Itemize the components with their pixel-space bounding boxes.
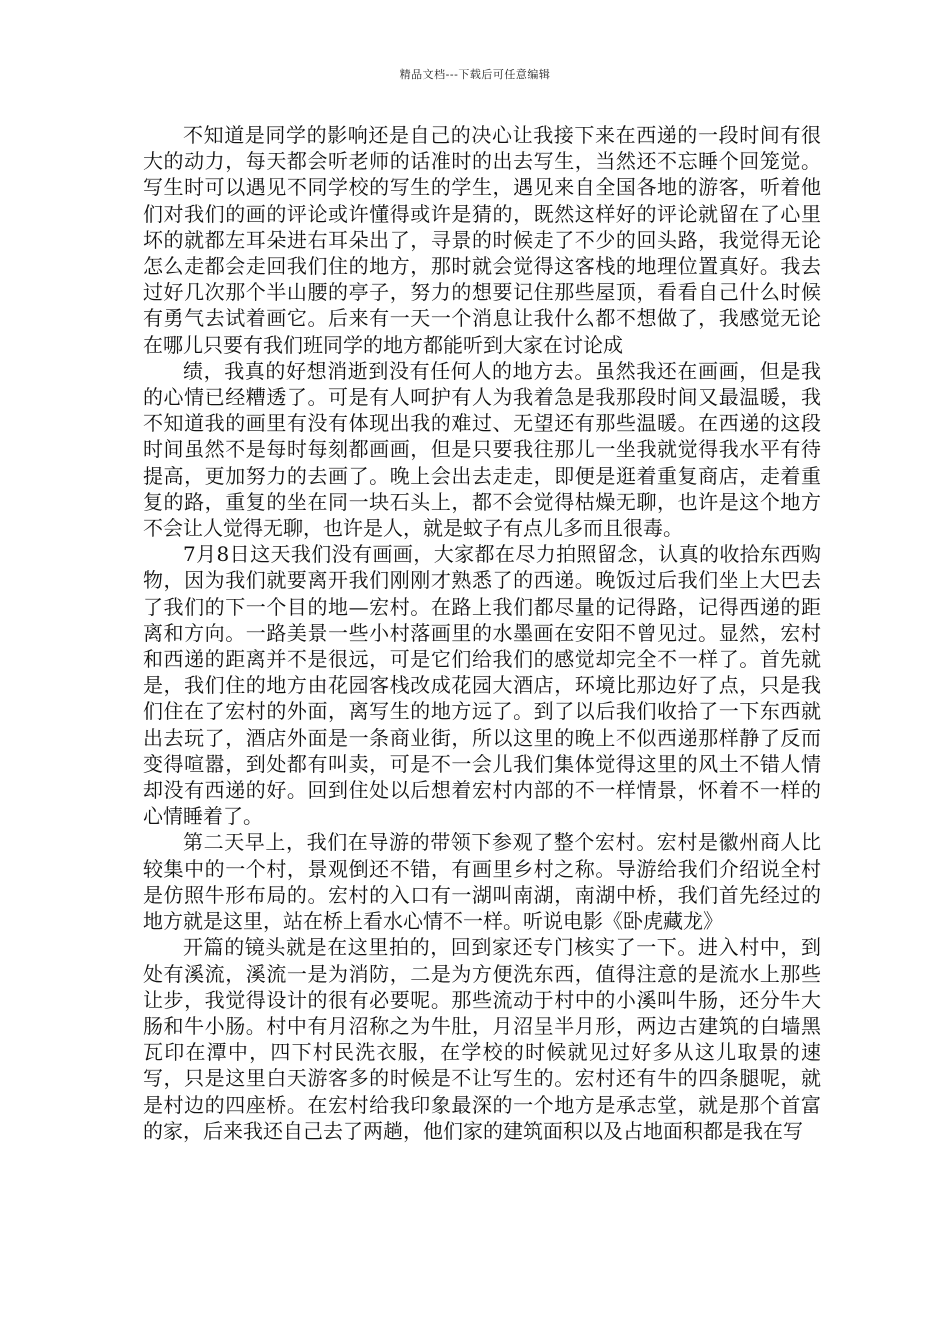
paragraph-2: 绩，我真的好想消逝到没有任何人的地方去。虽然我还在画画，但是我的心情已经糟透了。可是有人呵护有人为我着急是我那段时间又最温暖，我不知道我的画里有没有体现出我的难过、无望还有那些温暖。在西递的这段时间虽然不是每时每刻都画画，但是只要我往那儿一坐我就觉得我水平有待提高，更加努力的去画了。晚上会出去走走，即便是逛着重复商店，走着重复的路，重复的坐在同一块石头上，都不会觉得枯燥无聊，也许是这个地方不会让人觉得无聊，也许是人，就是蚊子有点儿多而且很毒。 bbox=[143, 358, 821, 541]
paragraph-1: 不知道是同学的影响还是自己的决心让我接下来在西递的一段时间有很大的动力，每天都会听老师的话准时的出去写生，当然还不忘睡个回笼觉。写生时可以遇见不同学校的写生的学生，遇见来自全国各地的游客，听着他们对我们的画的评论或许懂得或许是猜的，既然这样好的评论就留在了心里坏的就都左耳朵进右耳朵出了，寻景的时候走了不少的回头路，我觉得无论怎么走都会走回我们住的地方，那时就会觉得这客栈的地理位置真好。我去过好几次那个半山腰的亭子，努力的想要记住那些屋顶，看看自己什么时候有勇气去试着画它。后来有一天一个消息让我什么都不想做了，我感觉无论在哪儿只要有我们班同学的地方都能听到大家在讨论成 bbox=[143, 123, 821, 357]
document-body bbox=[143, 122, 821, 1144]
paragraph-5: 开篇的镜头就是在这里拍的，回到家还专门核实了一下。进入村中，到处有溪流，溪流一是为消防，二是为方便洗东西，值得注意的是流水上那些让步，我觉得设计的很有必要呢。那些流动于村中的小溪叫牛肠，还分牛大肠和牛小肠。村中有月沼称之为牛肚，月沼呈半月形，两边古建筑的白墙黑瓦印在潭中，四下村民洗衣服，在学校的时候就见过好多从这儿取景的速写，只是这里白天游客多的时候是不让写生的。宏村还有牛的四条腿呢，就是村边的四座桥。在宏村给我印象最深的一个地方是承志堂，就是那个首富的家，后来我还自己去了两趟，他们家的建筑面积以及占地面积都是我在写 bbox=[143, 935, 821, 1143]
paragraph-4: 第二天早上，我们在导游的带领下参观了整个宏村。宏村是徽州商人比较集中的一个村，景观倒还不错，有画里乡村之称。导游给我们介绍说全村是仿照牛形布局的。宏村的入口有一湖叫南湖，南湖中桥，我们首先经过的地方就是这里，站在桥上看水心情不一样。听说电影《卧虎藏龙》 bbox=[143, 830, 821, 934]
page-header: 精品文档---下载后可任意编辑 bbox=[399, 68, 551, 81]
paragraph-3: 7月8日这天我们没有画画，大家都在尽力拍照留念，认真的收拾东西购物，因为我们就要离开我们刚刚才熟悉了的西递。晚饭过后我们坐上大巴去了我们的下一个目的地—宏村。在路上我们都尽量的记得路，记得西递的距离和方向。一路美景一些小村落画里的水墨画在安阳不曾见过。显然，宏村和西递的距离并不是很远，可是它们给我们的感觉却完全不一样了。首先就是，我们住的地方由花园客栈改成花园大酒店，环境比那边好了点，只是我们住在了宏村的外面，离写生的地方远了。到了以后我们收拾了一下东西就出去玩了，酒店外面是一条商业街，所以这里的晚上不似西递那样静了反而变得喧嚣，到处都有叫卖，可是不一会儿我们集体觉得这里的风土不错人情却没有西递的好。回到住处以后想着宏村内部的不一样情景，怀着不一样的心情睡着了。 bbox=[143, 542, 821, 829]
